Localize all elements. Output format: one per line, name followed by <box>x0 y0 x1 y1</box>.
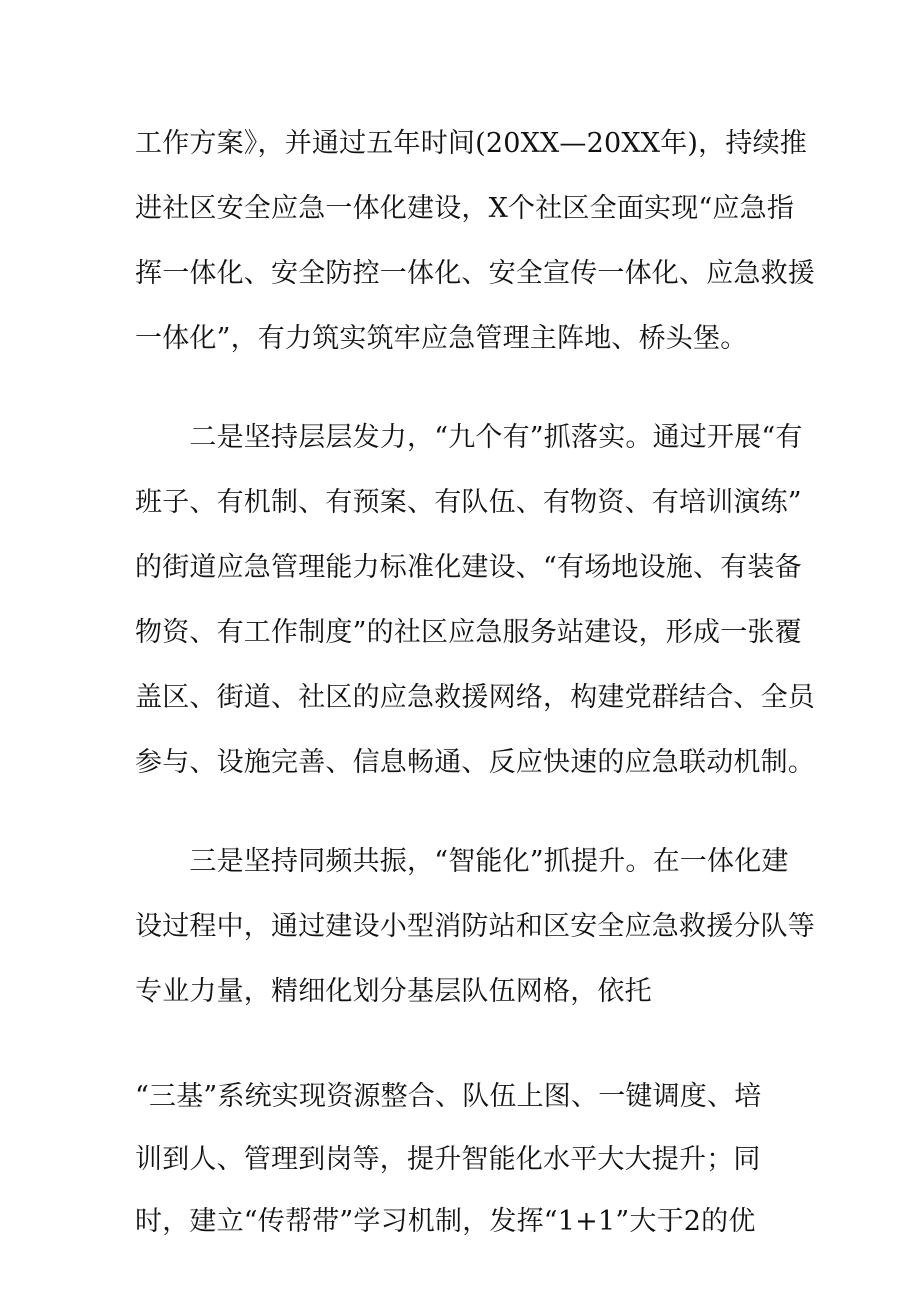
text-line: 挥一体化、安全防控一体化、安全宣传一体化、应急救援 <box>135 258 815 289</box>
text-line: 物资、有工作制度”的社区应急服务站建设，形成一张覆 <box>135 617 802 648</box>
text-line: 的街道应急管理能力标准化建设、“有场地设施、有装备 <box>135 552 802 583</box>
text-line: 盖区、街道、社区的应急救援网络，构建党群结合、全员 <box>135 682 815 713</box>
text-line: 进社区安全应急一体化建设，X个社区全面实现“应急指 <box>135 193 795 224</box>
text-line: 设过程中，通过建设小型消防站和区安全应急救援分队等 <box>135 911 815 942</box>
text-line: 班子、有机制、有预案、有队伍、有物资、有培训演练” <box>135 487 802 518</box>
text-line: 一体化”，有力筑实筑牢应急管理主阵地、桥头堡。 <box>135 323 748 354</box>
text-line: 训到人、管理到岗等，提升智能化水平大大提升；同 <box>135 1144 761 1175</box>
text-line: 二是坚持层层发力，“九个有”抓落实。通过开展“有 <box>135 422 803 453</box>
text-line: “三基”系统实现资源整合、队伍上图、一键调度、培 <box>135 1081 762 1112</box>
text-line: 专业力量，精细化划分基层队伍网格，依托 <box>135 976 652 1007</box>
text-line: 时，建立“传帮带”学习机制，发挥“1+1”大于2的优 <box>135 1206 756 1237</box>
text-line: 参与、设施完善、信息畅通、反应快速的应急联动机制。 <box>135 747 815 778</box>
text-line: 三是坚持同频共振，“智能化”抓提升。在一体化建 <box>135 846 789 877</box>
text-line: 工作方案》，并通过五年时间(20XX—20XX年)，持续推 <box>135 128 807 159</box>
